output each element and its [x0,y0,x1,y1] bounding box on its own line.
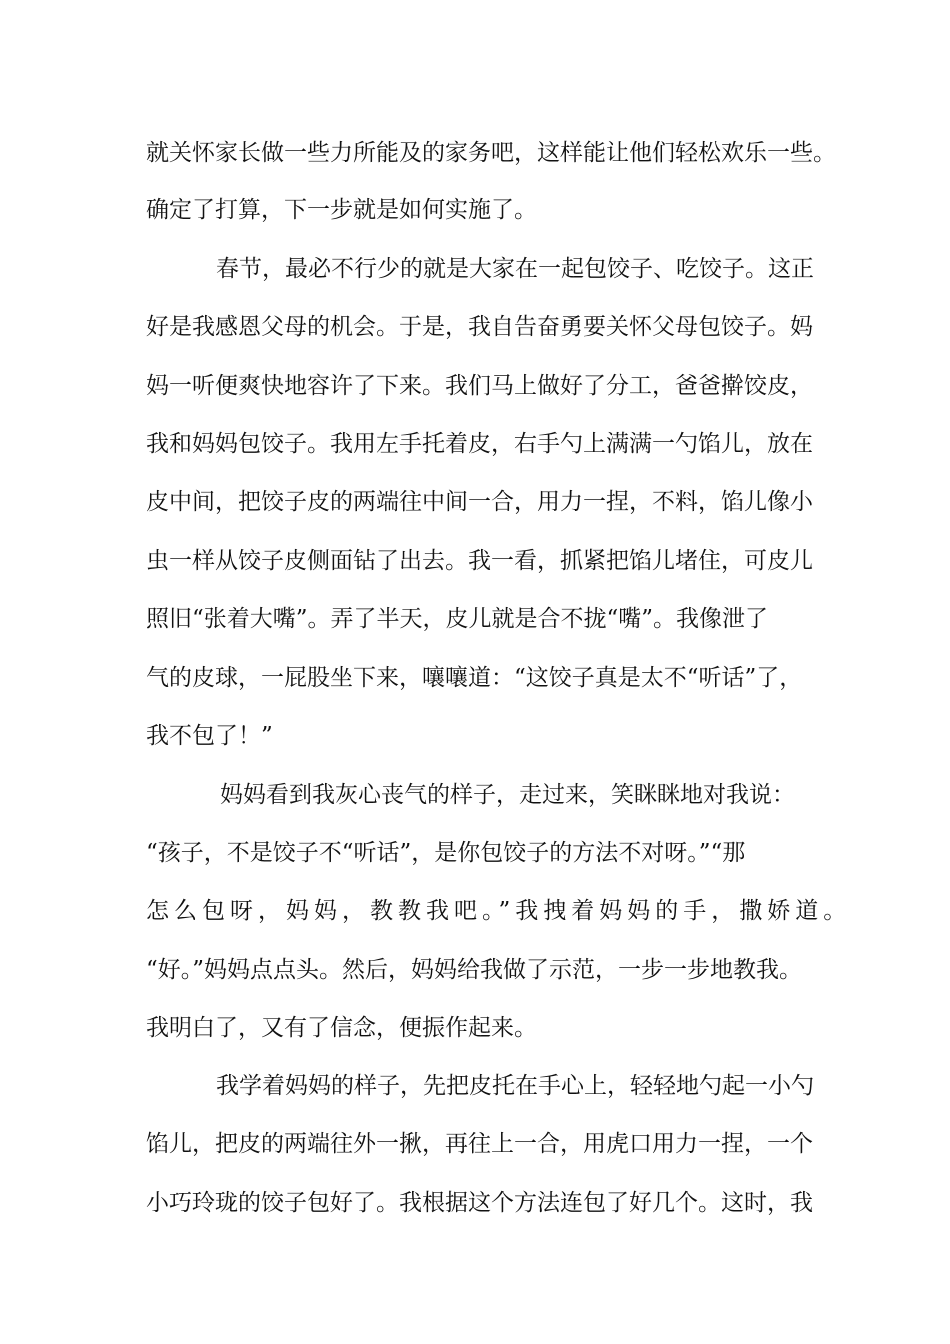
text-line-8: 虫一样从饺子皮侧面钻了出去。我一看，抓紧把馅儿堵住，可皮儿 [146,548,813,574]
text-line-18: 馅儿，把皮的两端往外一揪，再往上一合，用虎口用力一捏，一个 [146,1131,813,1157]
text-line-15: “好。”妈妈点点头。然后，妈妈给我做了示范，一步一步地教我。 [146,957,803,983]
text-line-4: 好是我感恩父母的机会。于是，我自告奋勇要关怀父母包饺子。妈 [146,314,813,340]
text-line-1: 就关怀家长做一些力所能及的家务吧，这样能让他们轻松欢乐一些。 [146,140,836,166]
text-line-3: 春节，最必不行少的就是大家在一起包饺子、吃饺子。这正 [216,256,814,282]
text-line-10: 气的皮球，一屁股坐下来，嚷嚷道：“这饺子真是太不“听话”了， [146,665,803,691]
text-line-9: 照旧“张着大嘴”。弄了半天，皮儿就是合不拢“嘴”。我像泄了 [146,606,769,632]
text-line-12: 妈妈看到我灰心丧气的样子，走过来，笑眯眯地对我说： [220,782,795,808]
text-line-17: 我学着妈妈的样子，先把皮托在手心上，轻轻地勺起一小勺 [216,1073,814,1099]
text-line-7: 皮中间，把饺子皮的两端往中间一合，用力一捏，不料，馅儿像小 [146,489,813,515]
text-line-11: 我不包了！” [146,723,273,749]
text-line-16: 我明白了，又有了信念，便振作起来。 [146,1015,537,1041]
text-line-19: 小巧玲珑的饺子包好了。我根据这个方法连包了好几个。这时，我 [146,1190,813,1216]
text-line-6: 我和妈妈包饺子。我用左手托着皮，右手勺上满满一勺馅儿，放在 [146,431,813,457]
text-line-2: 确定了打算，下一步就是如何实施了。 [146,197,537,223]
text-line-13: “孩子，不是饺子不“听话”，是你包饺子的方法不对呀。”“那 [146,840,746,866]
text-line-5: 妈一听便爽快地容许了下来。我们马上做好了分工，爸爸擀饺皮， [146,373,813,399]
text-line-14: 怎么包呀，妈妈，教教我吧。”我拽着妈妈的手，撒娇道。 [146,898,852,924]
